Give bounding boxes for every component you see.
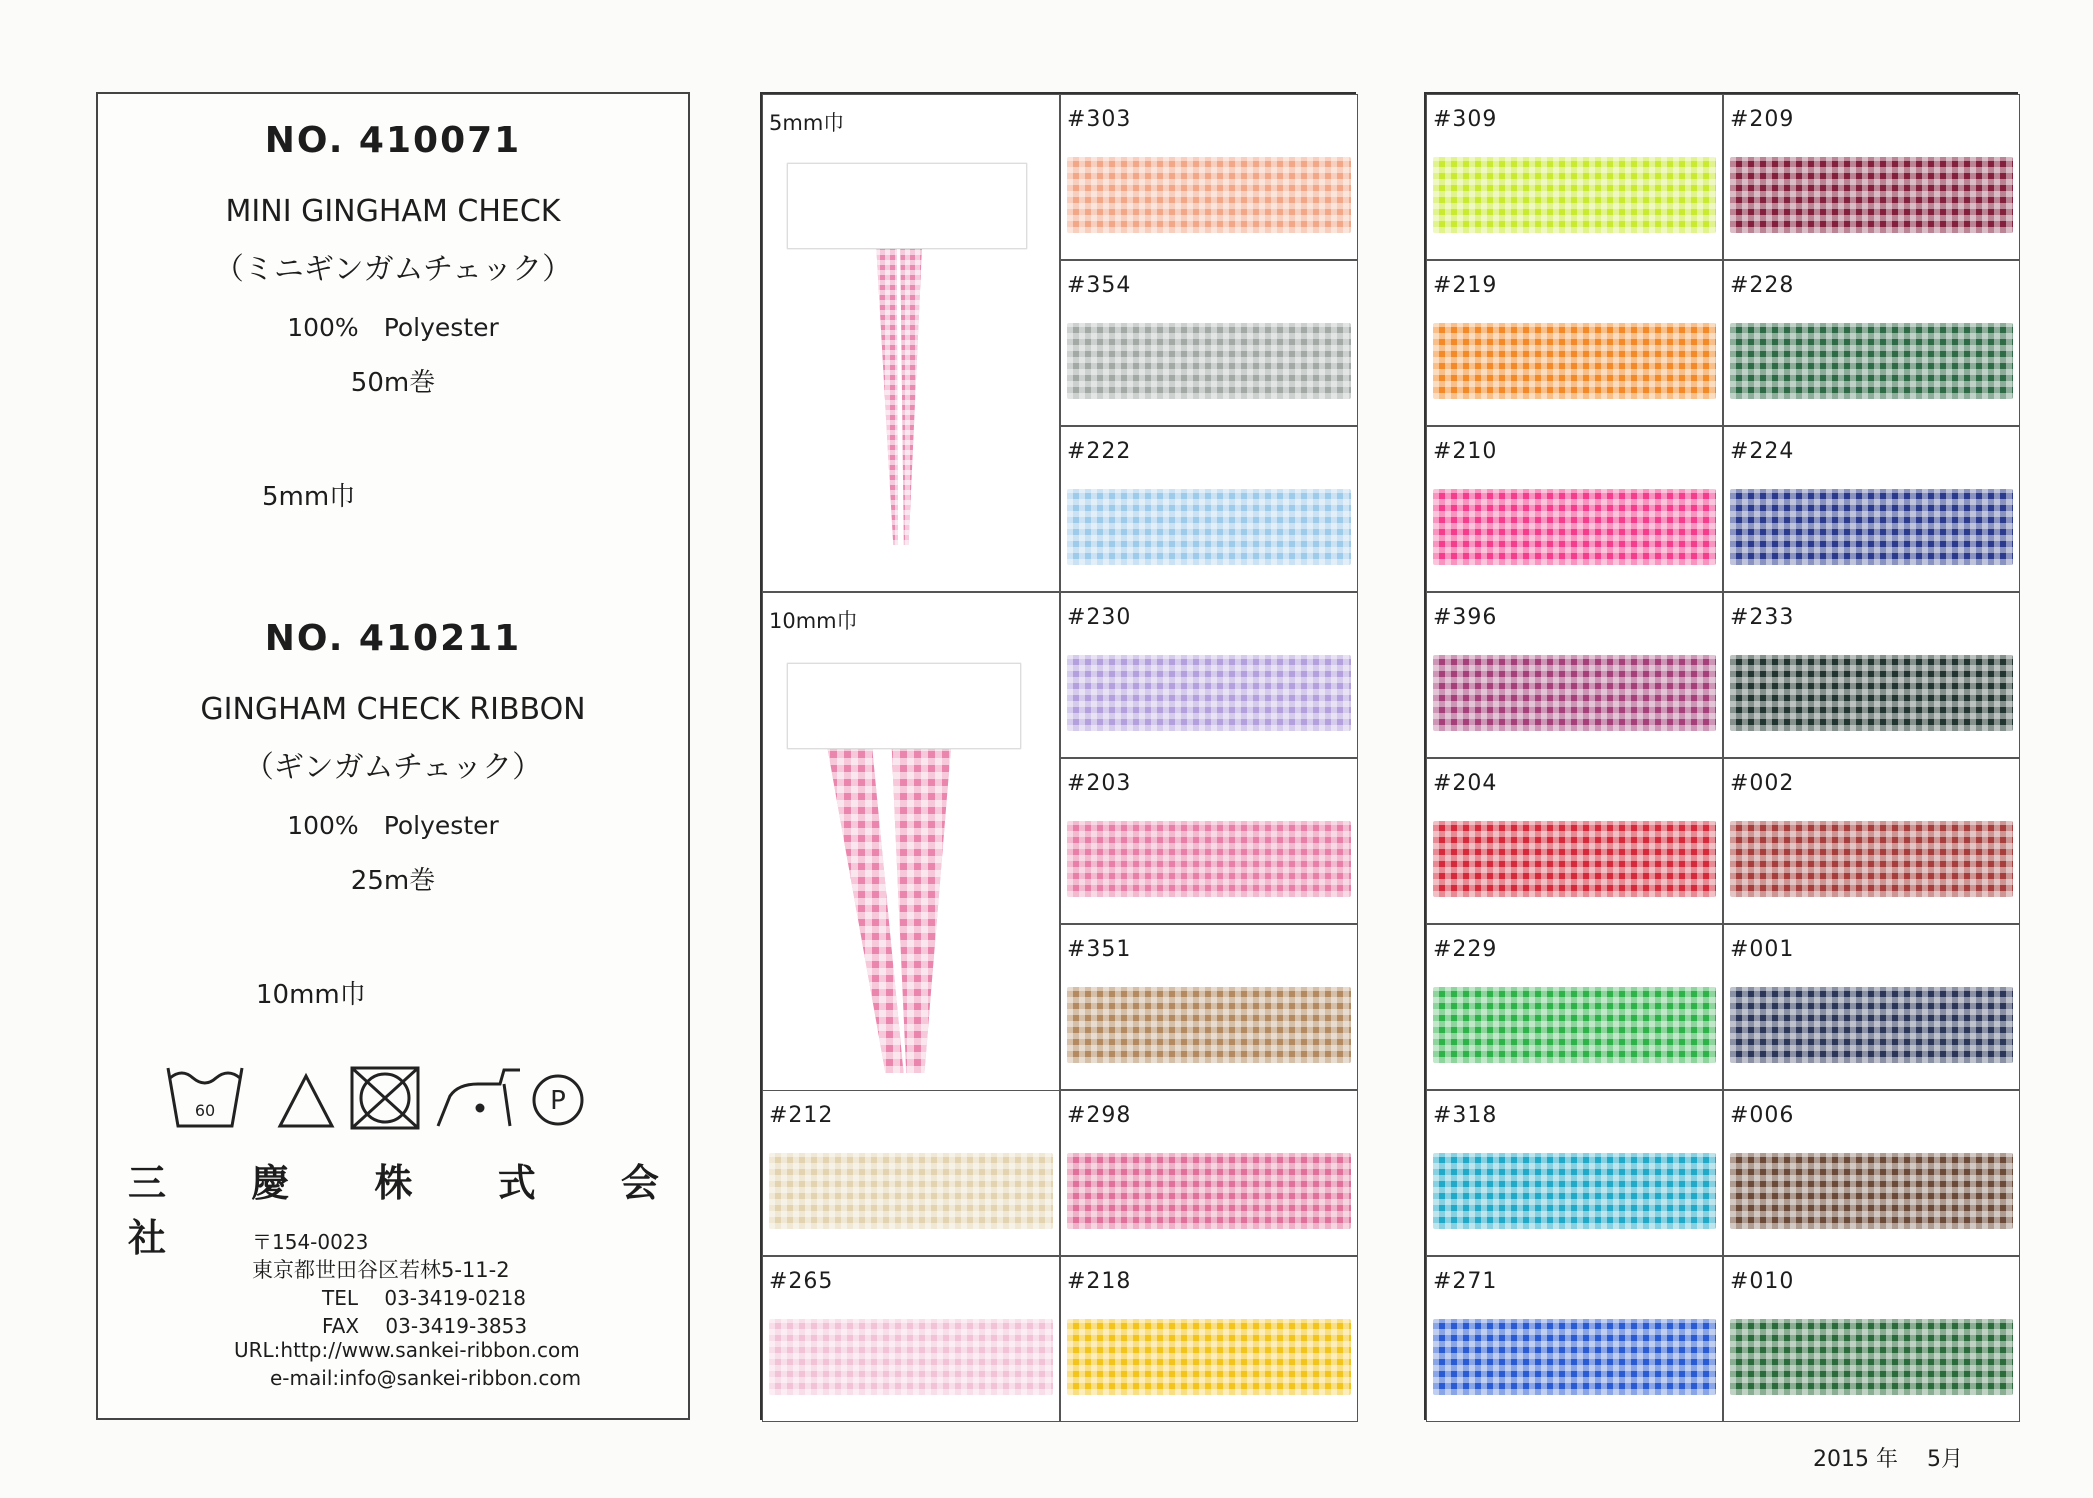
company-postal-code: 〒154-0023 [252,1230,369,1254]
swatch-code: #309 [1433,107,1498,132]
ribbon-swatch [1730,987,2013,1063]
ribbon-swatch [1433,655,1716,731]
swatch-code: #318 [1433,1103,1498,1128]
ribbon-swatch [1067,987,1351,1063]
product-name-jp: （ギンガムチェック） [243,750,543,785]
company-tel: TEL 03-3419-0218 [322,1286,527,1310]
swatch-code: #001 [1730,937,1795,962]
swatch-code: #010 [1730,1269,1795,1294]
ribbon-swatch [1433,489,1716,565]
product-number: NO. 410071 [264,120,522,161]
sample-10mm [762,592,1060,1092]
company-name: 三 慶 株 式 会 社 [128,1160,695,1260]
swatch-code: #212 [769,1103,834,1128]
company-email[interactable]: e-mail:info@sankei-ribbon.com [270,1366,582,1390]
swatch-cell [1723,592,2020,758]
swatch-grid-left [760,92,1356,1420]
product-roll-length: 25m巻 [350,866,436,896]
product-info-card [96,92,695,1420]
swatch-cell [1723,260,2020,426]
swatch-cell [1723,94,2020,260]
swatch-cell [1060,1256,1358,1422]
ribbon-swatch [1433,157,1716,233]
product-name: MINI GINGHAM CHECK [225,194,561,229]
wash-60-icon [168,1068,242,1126]
ribbon-swatch [1067,655,1351,731]
product-roll-length: 50m巻 [350,368,436,398]
swatch-code: #233 [1730,605,1795,630]
ribbon-swatch [1730,323,2013,399]
swatch-cell [1426,758,1723,924]
iron-icon [438,1070,520,1126]
swatch-code: #265 [769,1269,834,1294]
ribbon-swatch [769,1153,1053,1229]
ribbon-swatch [1067,1319,1351,1395]
swatch-code: #351 [1067,937,1132,962]
ribbon-swatch [1730,1153,2013,1229]
dry-clean-icon [534,1076,582,1124]
swatch-cell [1723,426,2020,592]
sample-10mm-label: 10mm巾 [769,609,858,633]
swatch-code: #230 [1067,605,1132,630]
ribbon-swatch [1067,323,1351,399]
sample-5mm-label: 5mm巾 [769,111,845,135]
company-url[interactable]: URL:http://www.sankei-ribbon.com [234,1338,580,1362]
ribbon-swatch [1067,1153,1351,1229]
swatch-code: #203 [1067,771,1132,796]
swatch-code: #303 [1067,107,1132,132]
company-address: 東京都世田谷区若林5-11-2 [252,1258,510,1282]
swatch-cell [1060,94,1358,260]
date: 2015 年 5月 [1813,1447,1963,1472]
ribbon-swatch [1730,157,2013,233]
ribbon-swatch [1433,1319,1716,1395]
swatch-cell [1723,924,2020,1090]
swatch-cell [762,1256,1060,1422]
swatch-code: #209 [1730,107,1795,132]
dry-clean-label: P [550,1086,566,1116]
ribbon-swatch [1730,821,2013,897]
swatch-code: #229 [1433,937,1498,962]
swatch-cell [1060,758,1358,924]
product-width: 5mm巾 [262,482,356,512]
sample-5mm-ribbon [875,225,923,545]
swatch-code: #224 [1730,439,1795,464]
swatch-code: #210 [1433,439,1498,464]
swatch-cell [1426,924,1723,1090]
ribbon-swatch [1730,489,2013,565]
swatch-cell [762,1090,1060,1256]
sample-10mm-ribbon [823,723,953,1073]
swatch-cell [1426,260,1723,426]
swatch-code: #228 [1730,273,1795,298]
ribbon-swatch [1433,1153,1716,1229]
sample-5mm [762,94,1060,592]
swatch-cell [1426,1256,1723,1422]
ribbon-swatch [1067,821,1351,897]
product-name-jp: （ミニギンガムチェック） [213,252,573,287]
product-width: 10mm巾 [256,980,366,1010]
swatch-code: #222 [1067,439,1132,464]
product-material: 100% Polyester [287,811,499,840]
ribbon-swatch [1067,489,1351,565]
swatch-cell [1060,924,1358,1090]
product-name: GINGHAM CHECK RIBBON [200,692,586,727]
swatch-cell [1060,1090,1358,1256]
ribbon-swatch [1433,821,1716,897]
sample-5mm-card [787,163,1027,249]
swatch-cell [1426,94,1723,260]
ribbon-swatch [1433,323,1716,399]
swatch-cell [1060,592,1358,758]
swatch-code: #271 [1433,1269,1498,1294]
ribbon-swatch [1730,655,2013,731]
care-symbols-graphic [148,1038,634,1156]
swatch-cell [1723,1256,2020,1422]
swatch-code: #006 [1730,1103,1795,1128]
wash-temp-label: 60 [194,1101,216,1120]
bleach-icon [280,1076,332,1126]
swatch-cell [1723,1090,2020,1256]
swatch-code: #002 [1730,771,1795,796]
company-fax: FAX 03-3419-3853 [322,1314,528,1338]
ribbon-swatch [1067,157,1351,233]
swatch-code: #204 [1433,771,1498,796]
swatch-cell [1426,426,1723,592]
swatch-code: #354 [1067,273,1132,298]
swatch-code: #219 [1433,273,1498,298]
ribbon-swatch [1730,1319,2013,1395]
swatch-code: #396 [1433,605,1498,630]
swatch-cell [1060,426,1358,592]
swatch-cell [1060,260,1358,426]
product-material: 100% Polyester [287,313,499,342]
product-number: NO. 410211 [264,618,522,659]
swatch-cell [1426,1090,1723,1256]
ribbon-swatch [1433,987,1716,1063]
ribbon-swatch [769,1319,1053,1395]
swatch-cell [1723,758,2020,924]
sample-10mm-card [787,663,1021,749]
swatch-code: #298 [1067,1103,1132,1128]
swatch-grid-right [1424,92,2018,1420]
no-tumble-dry-icon [352,1068,418,1128]
swatch-cell [1426,592,1723,758]
swatch-code: #218 [1067,1269,1132,1294]
